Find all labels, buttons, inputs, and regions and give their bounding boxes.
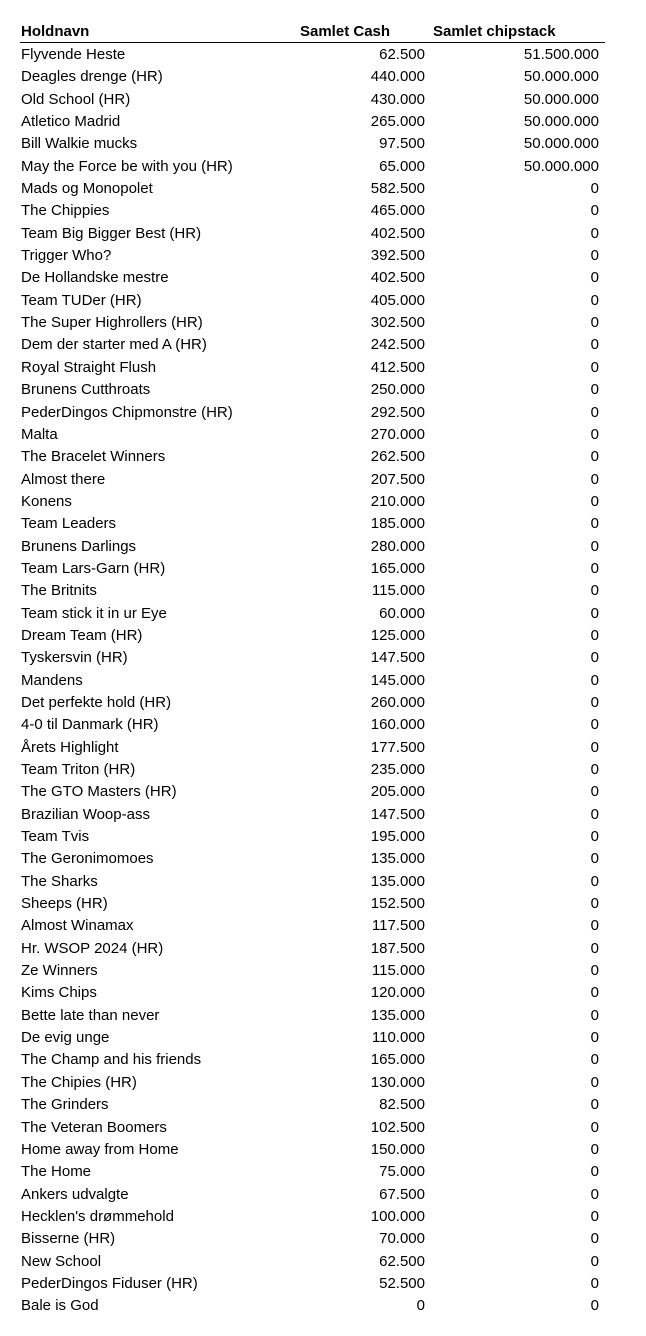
total-chipstack-cell: 0	[590, 738, 599, 756]
total-chipstack-cell: 0	[590, 1185, 599, 1203]
team-name-cell: Ankers udvalgte	[21, 1185, 129, 1203]
total-cash-cell: 115.000	[371, 962, 425, 980]
team-name-cell: Malta	[21, 425, 58, 443]
table-row	[20, 1206, 605, 1228]
total-cash-cell: 117.500	[371, 917, 425, 935]
table-row	[20, 804, 605, 826]
total-cash-cell: 75.000	[379, 1163, 425, 1181]
total-cash-cell: 67.500	[379, 1185, 425, 1203]
table-row	[20, 1273, 605, 1295]
table-row	[20, 960, 605, 982]
team-name-cell: The Bracelet Winners	[21, 448, 166, 466]
total-chipstack-cell: 0	[590, 314, 599, 332]
team-name-cell: The Home	[21, 1163, 92, 1181]
total-cash-cell: 177.500	[370, 738, 425, 756]
team-name-cell: Ze Winners	[21, 962, 98, 980]
total-chipstack-cell: 0	[590, 470, 599, 488]
total-chipstack-cell: 0	[590, 1207, 599, 1225]
team-name-cell: Mads og Monopolet	[21, 180, 153, 198]
team-name-cell: Almost Winamax	[21, 917, 134, 935]
total-cash-cell: 150.000	[370, 1140, 425, 1158]
table-row	[20, 290, 605, 312]
total-cash-cell: 250.000	[370, 381, 425, 399]
team-name-cell: Trigger Who?	[21, 247, 112, 265]
total-cash-cell: 440.000	[370, 68, 425, 86]
table-row	[20, 781, 605, 803]
total-chipstack-cell: 50.000.000	[523, 113, 599, 131]
table-row	[20, 670, 605, 692]
total-chipstack-cell: 0	[590, 649, 599, 667]
total-chipstack-cell: 0	[590, 1051, 599, 1069]
total-cash-cell: 430.000	[370, 90, 425, 108]
total-cash-cell: 160.000	[370, 716, 425, 734]
total-chipstack-cell: 0	[590, 693, 599, 711]
total-chipstack-cell: 0	[590, 872, 599, 890]
total-chipstack-cell: 0	[590, 1163, 599, 1181]
table-row	[20, 133, 605, 155]
table-row	[20, 714, 605, 736]
team-name-cell: Bill Walkie mucks	[21, 135, 138, 153]
total-chipstack-cell: 0	[590, 381, 599, 399]
table-row	[20, 938, 605, 960]
team-name-cell: The Britnits	[21, 582, 97, 600]
total-chipstack-cell: 0	[590, 224, 599, 242]
total-chipstack-cell: 0	[590, 247, 599, 265]
team-name-cell: PederDingos Chipmonstre (HR)	[21, 403, 233, 421]
table-row	[20, 1027, 605, 1049]
total-cash-cell: 187.500	[370, 939, 425, 957]
table-row	[20, 379, 605, 401]
table-row	[20, 893, 605, 915]
total-chipstack-cell: 0	[590, 269, 599, 287]
header-team-name: Holdnavn	[21, 23, 90, 40]
total-chipstack-cell: 0	[590, 962, 599, 980]
table-row	[20, 603, 605, 625]
table-row	[20, 536, 605, 558]
team-name-cell: The Geronimomoes	[21, 850, 154, 868]
total-chipstack-cell: 0	[590, 1297, 599, 1315]
team-name-cell: The Super Highrollers (HR)	[21, 314, 203, 332]
total-cash-cell: 402.500	[370, 269, 425, 287]
team-name-cell: De Hollandske mestre	[21, 269, 169, 287]
team-name-cell: Flyvende Heste	[21, 46, 126, 63]
table-row	[20, 1005, 605, 1027]
team-name-cell: Team Leaders	[21, 515, 117, 533]
total-chipstack-cell: 0	[590, 180, 599, 198]
total-cash-cell: 60.000	[379, 604, 425, 622]
total-cash-cell: 405.000	[370, 291, 425, 309]
table-row	[20, 1049, 605, 1071]
team-name-cell: Team Big Bigger Best (HR)	[21, 224, 202, 242]
team-name-cell: Old School (HR)	[21, 90, 131, 108]
total-cash-cell: 70.000	[379, 1230, 425, 1248]
total-cash-cell: 130.000	[370, 1073, 425, 1091]
table-row	[20, 759, 605, 781]
table-row	[20, 513, 605, 535]
total-cash-cell: 185.000	[370, 515, 425, 533]
total-cash-cell: 135.000	[370, 1006, 425, 1024]
header-total-cash: Samlet Cash	[300, 23, 391, 40]
total-chipstack-cell: 0	[590, 895, 599, 913]
team-name-cell: Atletico Madrid	[21, 113, 121, 131]
table-row	[20, 334, 605, 356]
total-chipstack-cell: 0	[590, 1006, 599, 1024]
team-name-cell: The GTO Masters (HR)	[21, 783, 177, 801]
team-name-cell: Mandens	[21, 671, 83, 689]
team-name-cell: Brunens Cutthroats	[21, 381, 151, 399]
table-row	[20, 44, 605, 66]
total-cash-cell: 262.500	[370, 448, 425, 466]
total-cash-cell: 62.500	[379, 1252, 425, 1270]
total-cash-cell: 205.000	[370, 783, 425, 801]
total-chipstack-cell: 0	[590, 492, 599, 510]
total-cash-cell: 110.000	[371, 1029, 425, 1047]
table-row	[20, 178, 605, 200]
team-name-cell: The Grinders	[21, 1096, 109, 1114]
total-cash-cell: 465.000	[370, 202, 425, 220]
total-cash-cell: 147.500	[370, 805, 425, 823]
team-name-cell: Bale is God	[21, 1297, 99, 1315]
total-chipstack-cell: 0	[590, 761, 599, 778]
total-chipstack-cell: 51.500.000	[523, 46, 599, 63]
total-cash-cell: 0	[416, 1297, 425, 1315]
table-row	[20, 357, 605, 379]
table-row	[20, 871, 605, 893]
total-cash-cell: 125.000	[370, 626, 425, 644]
team-name-cell: Team Lars-Garn (HR)	[21, 559, 166, 577]
total-cash-cell: 402.500	[370, 224, 425, 242]
table-row	[20, 1295, 605, 1317]
total-cash-cell: 207.500	[370, 470, 425, 488]
team-name-cell: Konens	[21, 492, 72, 510]
table-row	[20, 647, 605, 669]
table-row	[20, 580, 605, 602]
table-header	[20, 22, 605, 43]
team-name-cell: Bisserne (HR)	[21, 1230, 116, 1248]
table-row	[20, 491, 605, 513]
total-cash-cell: 165.000	[370, 1051, 425, 1069]
total-chipstack-cell: 50.000.000	[523, 157, 599, 175]
team-name-cell: The Champ and his friends	[21, 1051, 202, 1069]
team-name-cell: Brunens Darlings	[21, 537, 137, 555]
table-row	[20, 66, 605, 88]
table-row	[20, 848, 605, 870]
table-row	[20, 1251, 605, 1273]
total-cash-cell: 135.000	[370, 850, 425, 868]
total-chipstack-cell: 50.000.000	[523, 90, 599, 108]
table-row	[20, 1228, 605, 1250]
total-cash-cell: 115.000	[371, 582, 425, 600]
total-chipstack-cell: 0	[590, 1118, 599, 1136]
team-name-cell: Almost there	[21, 470, 106, 488]
total-cash-cell: 62.500	[379, 46, 425, 63]
total-chipstack-cell: 0	[590, 783, 599, 801]
table-row	[20, 111, 605, 133]
total-cash-cell: 270.000	[370, 425, 425, 443]
header-total-chipstack: Samlet chipstack	[433, 23, 556, 40]
table-body	[20, 44, 605, 1318]
table-row	[20, 826, 605, 848]
total-chipstack-cell: 0	[590, 291, 599, 309]
team-name-cell: Hecklen's drømmehold	[21, 1207, 174, 1225]
team-name-cell: Team Triton (HR)	[21, 761, 136, 778]
total-chipstack-cell: 0	[590, 626, 599, 644]
team-name-cell: 4-0 til Danmark (HR)	[21, 716, 159, 734]
total-cash-cell: 292.500	[370, 403, 425, 421]
total-chipstack-cell: 0	[590, 1029, 599, 1047]
table-row	[20, 1161, 605, 1183]
total-cash-cell: 302.500	[370, 314, 425, 332]
team-name-cell: The Veteran Boomers	[21, 1118, 167, 1136]
total-chipstack-cell: 0	[590, 358, 599, 376]
total-chipstack-cell: 50.000.000	[523, 68, 599, 86]
total-cash-cell: 242.500	[370, 336, 425, 354]
total-chipstack-cell: 0	[590, 671, 599, 689]
total-chipstack-cell: 0	[590, 559, 599, 577]
table-row	[20, 1184, 605, 1206]
total-cash-cell: 65.000	[379, 157, 425, 175]
team-name-cell: Hr. WSOP 2024 (HR)	[21, 939, 164, 957]
total-cash-cell: 235.000	[370, 761, 425, 778]
table-row	[20, 469, 605, 491]
total-cash-cell: 145.000	[370, 671, 425, 689]
team-name-cell: Det perfekte hold (HR)	[21, 693, 172, 711]
team-name-cell: The Chipies (HR)	[21, 1073, 137, 1091]
total-chipstack-cell: 0	[590, 582, 599, 600]
total-cash-cell: 152.500	[370, 895, 425, 913]
total-chipstack-cell: 0	[590, 939, 599, 957]
total-chipstack-cell: 0	[590, 1274, 599, 1292]
total-chipstack-cell: 0	[590, 1096, 599, 1114]
team-name-cell: Årets Highlight	[21, 738, 119, 756]
team-name-cell: Dream Team (HR)	[21, 626, 143, 644]
total-chipstack-cell: 0	[590, 604, 599, 622]
total-cash-cell: 412.500	[370, 358, 425, 376]
table-row	[20, 1094, 605, 1116]
total-chipstack-cell: 0	[590, 716, 599, 734]
table-row	[20, 267, 605, 289]
team-name-cell: Team stick it in ur Eye	[21, 604, 167, 622]
total-chipstack-cell: 0	[590, 537, 599, 555]
table-row	[20, 223, 605, 245]
total-chipstack-cell: 0	[590, 448, 599, 466]
table-row	[20, 737, 605, 759]
table-row	[20, 89, 605, 111]
team-name-cell: Deagles drenge (HR)	[21, 68, 163, 86]
table-row	[20, 915, 605, 937]
team-name-cell: Kims Chips	[21, 984, 97, 1002]
total-cash-cell: 195.000	[370, 828, 425, 846]
team-name-cell: De evig unge	[21, 1029, 110, 1047]
total-chipstack-cell: 0	[590, 917, 599, 935]
team-name-cell: Brazilian Woop-ass	[21, 805, 150, 823]
table-row	[20, 1117, 605, 1139]
total-cash-cell: 135.000	[370, 872, 425, 890]
total-chipstack-cell: 0	[590, 1140, 599, 1158]
team-name-cell: May the Force be with you (HR)	[21, 157, 233, 175]
team-name-cell: Team TUDer (HR)	[21, 291, 142, 309]
team-name-cell: Team Tvis	[21, 828, 90, 846]
total-cash-cell: 165.000	[370, 559, 425, 577]
table-row	[20, 558, 605, 580]
table-row	[20, 402, 605, 424]
total-cash-cell: 120.000	[370, 984, 425, 1002]
total-cash-cell: 100.000	[370, 1207, 425, 1225]
table-row	[20, 245, 605, 267]
total-cash-cell: 210.000	[370, 492, 425, 510]
total-cash-cell: 265.000	[370, 113, 425, 131]
total-cash-cell: 280.000	[370, 537, 425, 555]
total-chipstack-cell: 0	[590, 403, 599, 421]
total-cash-cell: 102.500	[370, 1118, 425, 1136]
total-chipstack-cell: 0	[590, 828, 599, 846]
team-name-cell: Dem der starter med A (HR)	[21, 336, 207, 354]
table-row	[20, 446, 605, 468]
total-chipstack-cell: 0	[590, 336, 599, 354]
team-name-cell: PederDingos Fiduser (HR)	[21, 1274, 198, 1292]
total-chipstack-cell: 0	[590, 202, 599, 220]
team-name-cell: The Chippies	[21, 202, 110, 220]
total-chipstack-cell: 0	[590, 425, 599, 443]
total-chipstack-cell: 0	[590, 984, 599, 1002]
table-row	[20, 424, 605, 446]
total-cash-cell: 147.500	[370, 649, 425, 667]
table-row	[20, 982, 605, 1004]
table-row	[20, 625, 605, 647]
team-name-cell: Home away from Home	[21, 1140, 179, 1158]
total-cash-cell: 97.500	[379, 135, 425, 153]
table-row	[20, 156, 605, 178]
total-cash-cell: 52.500	[379, 1274, 425, 1292]
team-name-cell: The Sharks	[21, 872, 98, 890]
table-row	[20, 1072, 605, 1094]
table-row	[20, 200, 605, 222]
total-chipstack-cell: 0	[590, 805, 599, 823]
table-row	[20, 692, 605, 714]
team-name-cell: Tyskersvin (HR)	[21, 649, 128, 667]
team-name-cell: Bette late than never	[21, 1006, 160, 1024]
total-chipstack-cell: 0	[590, 1073, 599, 1091]
total-cash-cell: 82.500	[379, 1096, 425, 1114]
table-row	[20, 312, 605, 334]
team-name-cell: Sheeps (HR)	[21, 895, 108, 913]
total-chipstack-cell: 0	[590, 850, 599, 868]
total-chipstack-cell: 0	[590, 1252, 599, 1270]
total-chipstack-cell: 0	[590, 515, 599, 533]
team-name-cell: New School	[21, 1252, 102, 1270]
total-cash-cell: 392.500	[370, 247, 425, 265]
team-name-cell: Royal Straight Flush	[21, 358, 157, 376]
total-cash-cell: 260.000	[370, 693, 425, 711]
total-chipstack-cell: 50.000.000	[523, 135, 599, 153]
total-chipstack-cell: 0	[590, 1230, 599, 1248]
total-cash-cell: 582.500	[370, 180, 425, 198]
table-row	[20, 1139, 605, 1161]
